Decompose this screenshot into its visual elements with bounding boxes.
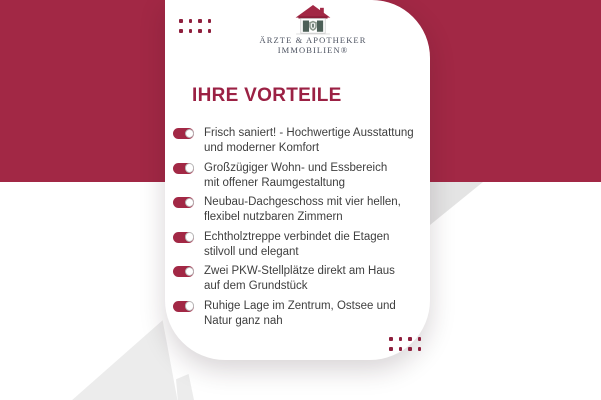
dot [408, 337, 412, 341]
list-item-text [204, 230, 389, 260]
list-item [173, 126, 425, 156]
list-item-line2: auf dem Grundstück [204, 280, 308, 292]
list-item-line2: mit offener Raumgestaltung [204, 176, 346, 189]
dot [208, 19, 212, 23]
list-item-line1: Zwei PKW-Stellplätze direkt am Haus [204, 265, 395, 277]
toggle-knob-icon [185, 232, 195, 242]
logo-name-line2: IMMOBILIEN® [277, 44, 349, 55]
toggle-bullet-icon [173, 232, 194, 243]
toggle-bullet-icon [173, 301, 194, 312]
dot [179, 29, 183, 33]
benefits-list [173, 126, 425, 333]
toggle-knob-icon [185, 301, 195, 311]
list-item-text [204, 264, 395, 294]
house-icon [233, 5, 393, 36]
toggle-bullet-icon [173, 128, 194, 139]
list-item [173, 264, 425, 294]
list-item-text [204, 161, 387, 191]
list-item [173, 230, 425, 260]
dot [408, 347, 412, 351]
dot [189, 29, 193, 33]
dot [198, 29, 202, 33]
toggle-knob-icon [185, 267, 195, 277]
logo-name-line1: ÄRZTE & APOTHEKER [259, 35, 367, 45]
dot [399, 337, 403, 341]
dot [189, 19, 193, 23]
list-item-line1: Echtholztreppe verbindet die Etagen [204, 230, 390, 243]
watermark-roof-shape-small [176, 374, 194, 400]
list-item-line2: stilvoll und elegant [204, 245, 299, 258]
list-item-line1: Großzügiger Wohn- und Essbereich [204, 161, 388, 174]
list-item-line2: Natur ganz nah [204, 314, 283, 327]
toggle-bullet-icon [173, 266, 194, 277]
dot [399, 347, 403, 351]
dot [389, 347, 393, 351]
dot [208, 29, 212, 33]
dot [418, 337, 422, 341]
toggle-bullet-icon [173, 163, 194, 174]
list-item [173, 195, 425, 225]
list-item [173, 161, 425, 191]
toggle-knob-icon [185, 163, 195, 173]
toggle-bullet-icon [173, 197, 194, 208]
dot [179, 19, 183, 23]
toggle-knob-icon [185, 198, 195, 208]
dot-grid-top [179, 19, 211, 33]
toggle-knob-icon [185, 129, 195, 139]
list-item [173, 299, 425, 329]
dot [418, 347, 422, 351]
list-item-text [204, 299, 396, 329]
dot [389, 337, 393, 341]
dot-grid-bottom [389, 337, 421, 351]
list-item-line1: Ruhige Lage im Zentrum, Ostsee und [204, 299, 396, 312]
list-item-line1: Neubau-Dachgeschoss mit vier hellen, [204, 196, 401, 208]
list-item-text [204, 195, 401, 225]
list-item-line2: flexibel nutzbaren Zimmern [204, 211, 343, 223]
watermark-wedge-shape [430, 182, 483, 225]
list-item-line1: Frisch saniert! - Hochwertige Ausstattung [204, 127, 414, 139]
company-logo [233, 5, 393, 55]
list-item-text [204, 126, 414, 156]
list-item-line2: und moderner Komfort [204, 142, 320, 154]
dot [198, 19, 202, 23]
page-title: IHRE VORTEILE [192, 85, 342, 106]
